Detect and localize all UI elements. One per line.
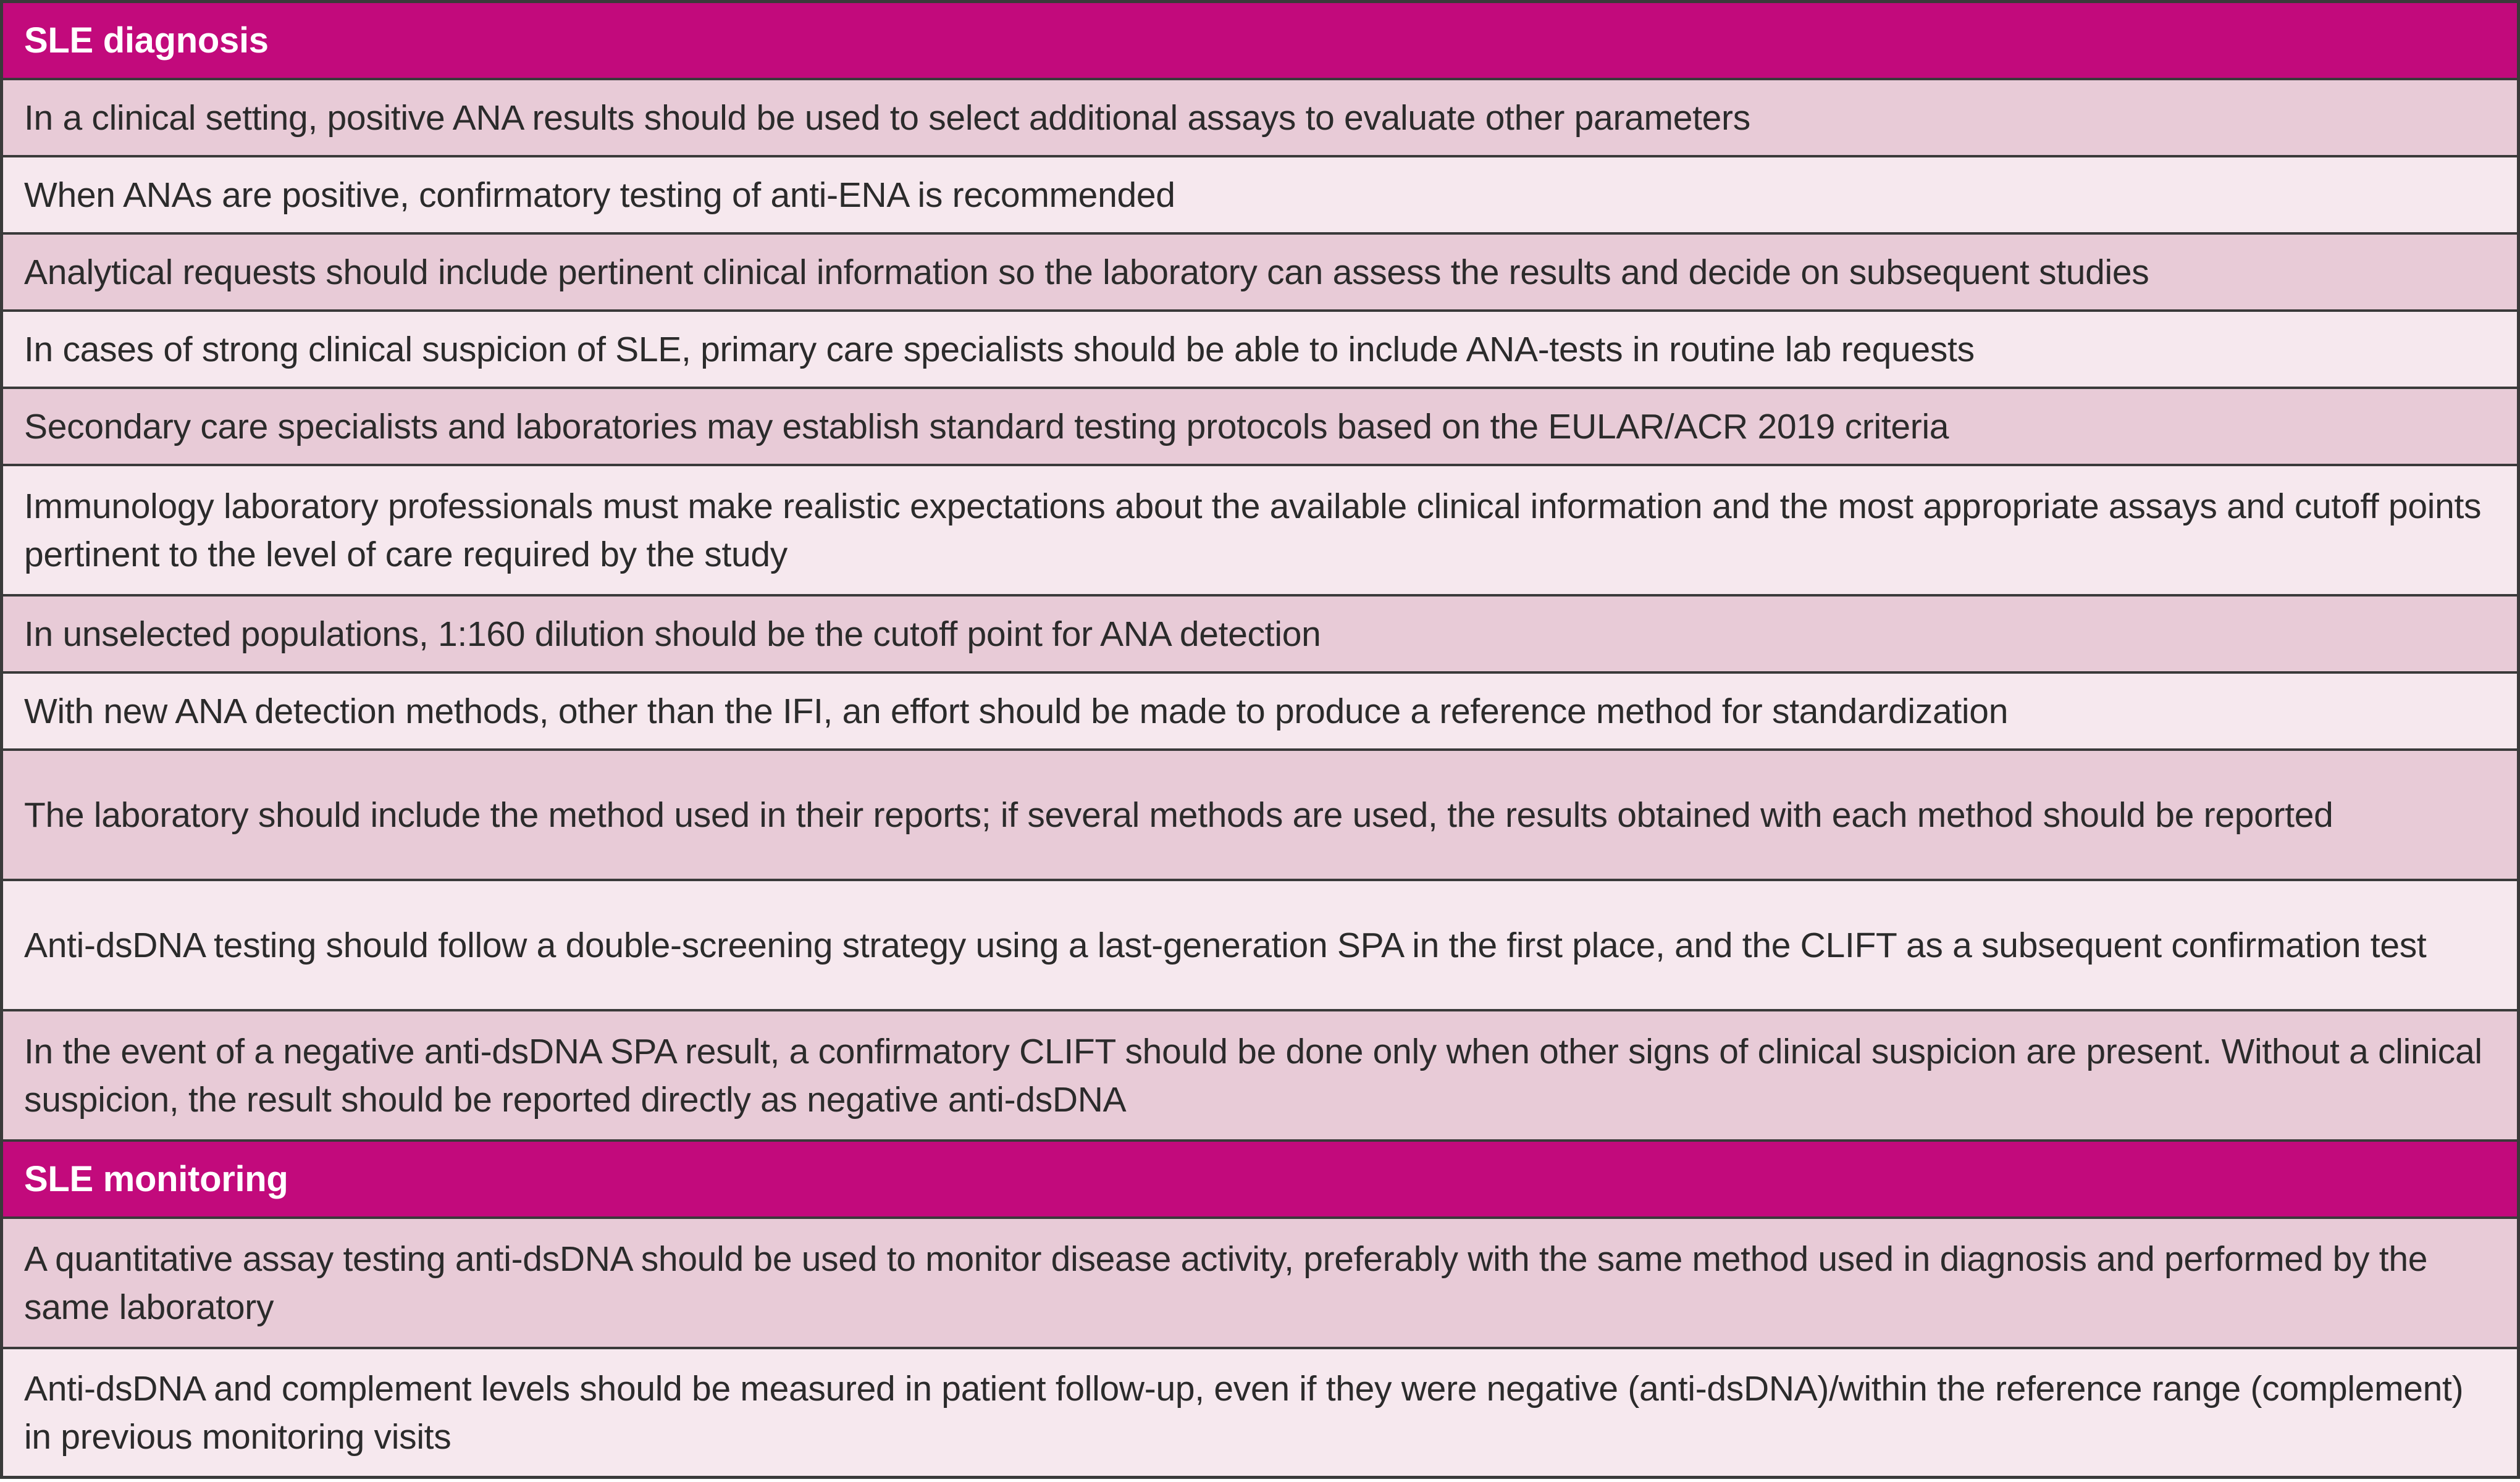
table-row	[3, 674, 2517, 751]
table-row	[3, 235, 2517, 312]
row-text: Analytical requests should include pertinent clinical information so the laboratory can assess the results and decide on subsequent studies	[24, 252, 2149, 292]
row-text: The laboratory should include the method used in their reports; if several methods are used, the results obtained with each method should be reported	[24, 795, 2333, 835]
row-text: In unselected populations, 1:160 dilution should be the cutoff point for ANA detection	[24, 614, 1321, 654]
table-row	[3, 80, 2517, 157]
row-text: Secondary care specialists and laboratories may establish standard testing protocols based on the EULAR/ACR 2019 criteria	[24, 406, 1949, 446]
row-text: When ANAs are positive, confirmatory testing of anti-ENA is recommended	[24, 175, 1175, 215]
table-row	[3, 1011, 2517, 1142]
section-header-monitoring	[3, 1142, 2517, 1219]
table-row	[3, 751, 2517, 881]
table-row	[3, 157, 2517, 235]
row-text: Anti-dsDNA and complement levels should be measured in patient follow-up, even if they were negative (anti-dsDNA)/within the reference range (complement) in previous monitoring visits	[24, 1368, 2464, 1457]
table-row	[3, 1219, 2517, 1349]
table-row	[3, 466, 2517, 597]
row-text: With new ANA detection methods, other than the IFI, an effort should be made to produce a reference method for standardization	[24, 691, 2009, 731]
section-title: SLE monitoring	[24, 1158, 288, 1199]
row-text: In the event of a negative anti-dsDNA SPA result, a confirmatory CLIFT should be done only when other signs of clinical suspicion are present. Without a clinical suspicion, the result should be reported directly as negative anti-dsDNA	[24, 1031, 2482, 1120]
row-text: A quantitative assay testing anti-dsDNA should be used to monitor disease activity, preferably with the same method used in diagnosis and performed by the same laboratory	[24, 1239, 2428, 1327]
table-row	[3, 312, 2517, 389]
row-text: In a clinical setting, positive ANA results should be used to select additional assays to evaluate other parameters	[24, 98, 1750, 138]
row-text: Immunology laboratory professionals must make realistic expectations about the available clinical information and the most appropriate assays and cutoff points pertinent to the level of care required by the study	[24, 486, 2482, 574]
row-text: Anti-dsDNA testing should follow a double-screening strategy using a last-generation SPA in the first place, and the CLIFT as a subsequent confirmation test	[24, 925, 2427, 965]
row-text: In cases of strong clinical suspicion of SLE, primary care specialists should be able to include ANA-tests in routine lab requests	[24, 329, 1975, 369]
table-row	[3, 597, 2517, 674]
table-row	[3, 881, 2517, 1011]
section-title: SLE diagnosis	[24, 20, 269, 61]
table-row	[3, 1349, 2517, 1476]
section-header-diagnosis	[3, 3, 2517, 80]
table-row	[3, 389, 2517, 466]
